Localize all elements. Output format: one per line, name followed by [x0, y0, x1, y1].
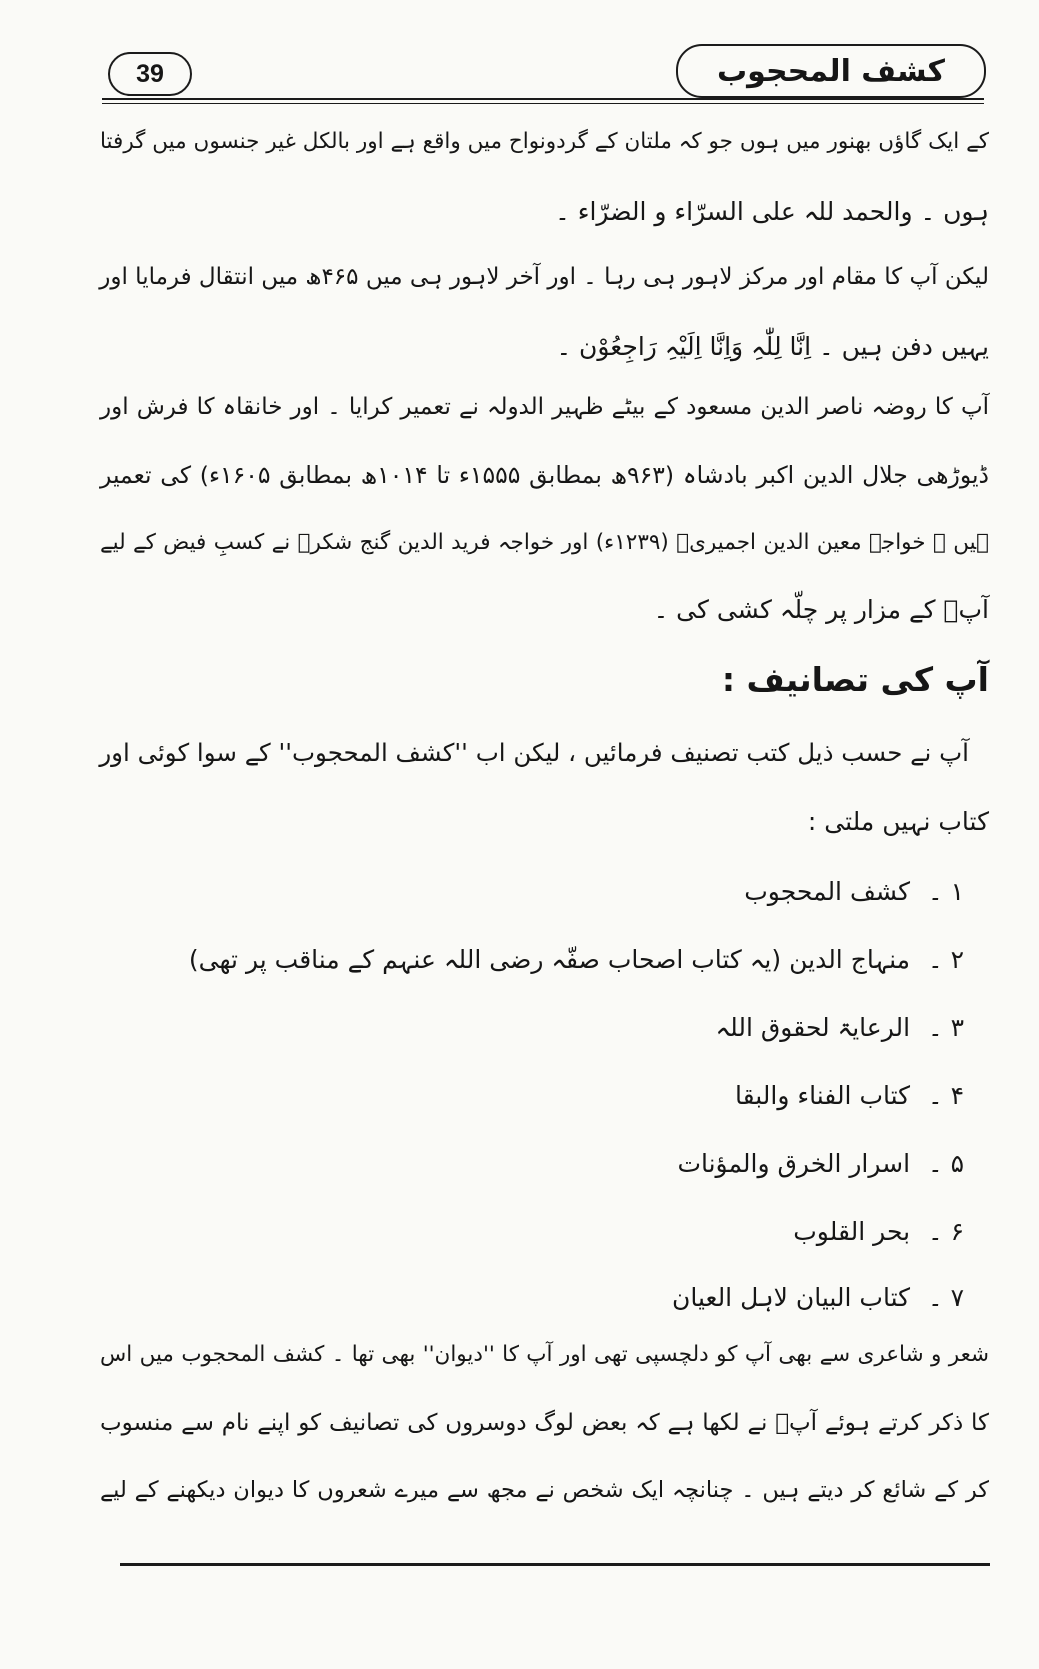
text-line: کر کے شائع کر دیتے ہیں ۔ چنانچہ ایک شخص نے مجھ سے میرے شعروں کا دیوان دیکھنے کے لیے [100, 1477, 989, 1503]
text-line: ہیں ۔ خواجہ معین الدین اجمیریؒ (۱۲۳۹ء) اور خواجہ فرید الدین گنج شکرؒ نے کسبِ فیض کے لیے [100, 530, 990, 555]
text-line: ہوں ۔ والحمد للہ علی السرّاء و الضرّاء ۔ [555, 197, 989, 226]
list-item [672, 1278, 964, 1318]
text-line: یہیں دفن ہیں ۔ اِنَّا لِلّٰہِ وَاِنَّا اِلَیْہِ رَاجِعُوْن ۔ [556, 332, 989, 361]
header-rule-thin [102, 103, 984, 104]
list-item [677, 1144, 964, 1184]
list-title: الرعایۃ لحقوق اللہ [715, 1013, 911, 1042]
page-number: 39 [108, 52, 192, 96]
text-line: آپ نے حسب ذیل کتب تصنیف فرمائیں ، لیکن اب ''کشف المحجوب'' کے سوا کوئی اور [99, 738, 969, 767]
list-number: ۵ ۔ [927, 1149, 964, 1178]
list-item [735, 1076, 964, 1116]
list-title: کتاب البیان لاہل العیان [671, 1283, 911, 1312]
list-title: کشف المحجوب [744, 877, 911, 906]
list-title: کتاب الفناء والبقا [734, 1081, 911, 1110]
list-number: ۷ ۔ [927, 1283, 964, 1312]
text-line: کے ایک گاؤں بھنور میں ہوں جو کہ ملتان کے گردونواح میں واقع ہے اور بالکل غیر جنسوں میں گرفتا [100, 129, 989, 154]
header-rule [102, 98, 984, 100]
book-title-header: کشف المحجوب [676, 44, 986, 98]
list-title: اسرار الخرق والمؤنات [677, 1149, 911, 1178]
text-line: کتاب نہیں ملتی : [807, 807, 989, 836]
list-number: ۶ ۔ [927, 1217, 964, 1246]
list-item [189, 940, 964, 980]
list-title: بحر القلوب [793, 1217, 911, 1246]
list-number: ۳ ۔ [927, 1013, 964, 1042]
text-line: کا ذکر کرتے ہوئے آپؒ نے لکھا ہے کہ بعض لوگ دوسروں کی تصانیف کو اپنے نام سے منسوب [100, 1410, 989, 1436]
list-item [744, 872, 964, 912]
list-item [793, 1212, 964, 1252]
text-line: لیکن آپ کا مقام اور مرکز لاہور ہی رہا ۔ اور آخر لاہور ہی میں ۴۶۵ھ میں انتقال فرمایا اور [99, 264, 989, 290]
list-number: ۲ ۔ [927, 945, 964, 974]
text-line: آپ کا روضہ ناصر الدین مسعود کے بیٹے ظہیر الدولہ نے تعمیر کرایا ۔ اور خانقاہ کا فرش اور [100, 394, 989, 420]
footer-rule [120, 1563, 990, 1566]
text-line: ڈیوڑھی جلال الدین اکبر بادشاہ (۹۶۳ھ بمطابق ۱۵۵۵ء تا ۱۰۱۴ھ بمطابق ۱۶۰۵ء) کی تعمیر [100, 461, 989, 489]
list-number: ۴ ۔ [927, 1081, 964, 1110]
section-heading: آپ کی تصانیف : [721, 660, 989, 699]
list-title: منہاج الدین (یہ کتاب اصحاب صفّہ رضی اللہ عنہم کے مناقب پر تھی) [188, 945, 911, 974]
text-line: آپؒ کے مزار پر چلّہ کشی کی ۔ [653, 595, 989, 624]
list-item [715, 1008, 964, 1048]
text-line: شعر و شاعری سے بھی آپ کو دلچسپی تھی اور آپ کا ''دیوان'' بھی تھا ۔ کشف المحجوب میں اس [100, 1342, 989, 1367]
list-number: ۱ ۔ [927, 877, 964, 906]
